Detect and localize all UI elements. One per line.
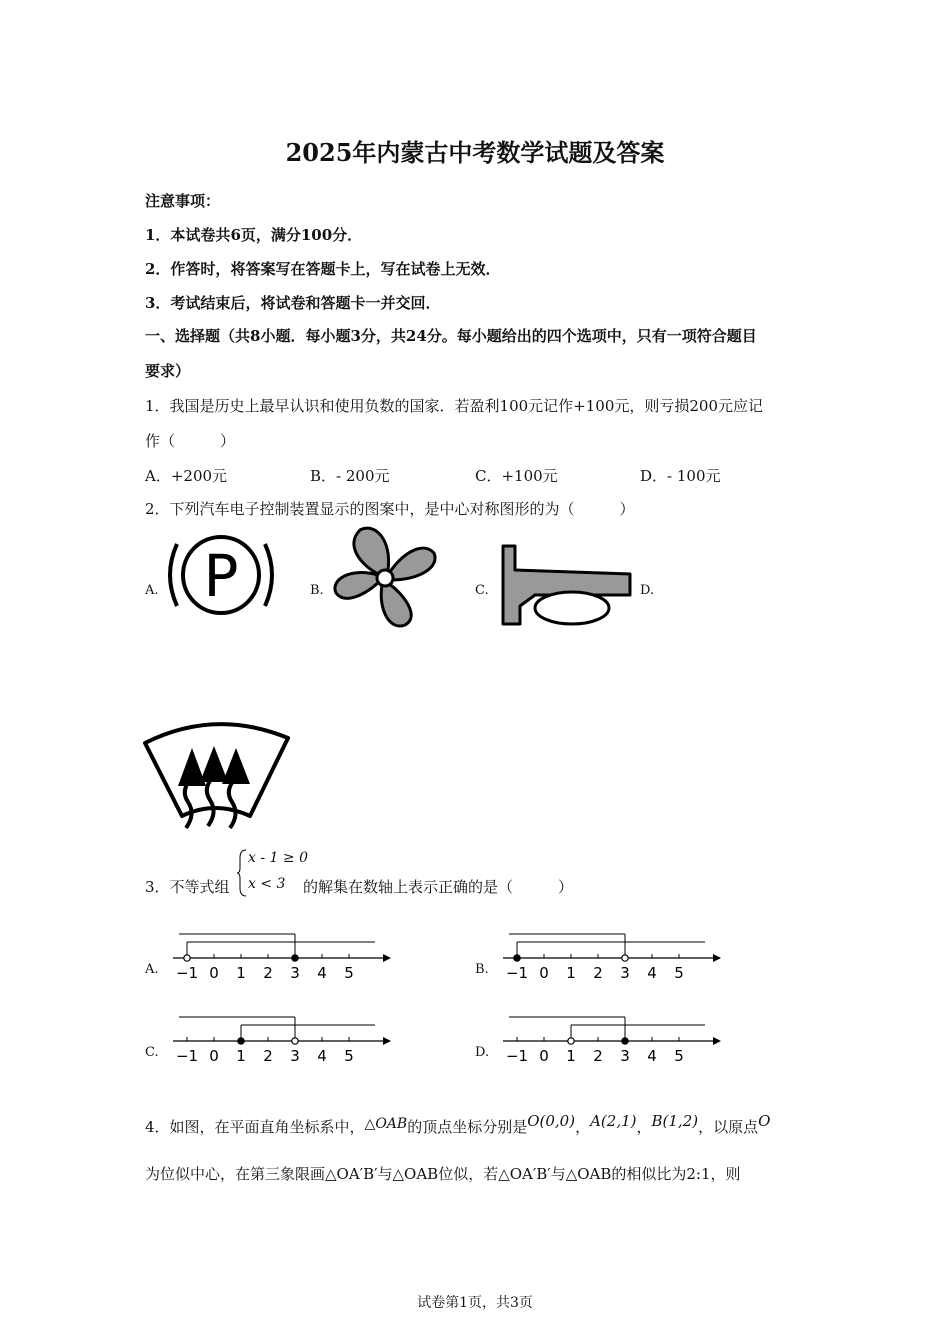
tick-label: 0 <box>209 964 219 982</box>
q2-stem: 2．下列汽车电子控制装置显示的图案中，是中心对称图形的为（ ） <box>145 500 635 518</box>
section-heading-line2: 要求） <box>145 362 191 380</box>
tick-label: 1 <box>566 964 576 982</box>
q4-stem-line1: 4．如图，在平面直角坐标系中，△OAB的顶点坐标分别是O(0,0)，A(2,1)，B(1,2)，以原点O <box>145 1112 771 1136</box>
tick-label: 2 <box>593 1047 603 1065</box>
tick-label: −1 <box>505 1047 529 1065</box>
q4-origin: O <box>758 1112 771 1130</box>
endpoint-right <box>292 1038 298 1044</box>
q4-stem-line2: 为位似中心，在第三象限画△OA′B′与△OAB位似，若△OA′B′与△OAB的相似比为2:1，则 <box>145 1165 741 1183</box>
q3-inequality-2: x < 3 <box>248 876 286 892</box>
tick-label: 5 <box>344 1047 354 1065</box>
axis-arrow <box>383 1037 391 1045</box>
parking-letter: P <box>203 542 239 610</box>
notice-item-1: 1．本试卷共6页，满分100分． <box>145 226 363 244</box>
windshield-defrost-icon <box>140 718 300 836</box>
tick-label: 1 <box>236 1047 246 1065</box>
endpoint-left <box>184 955 190 961</box>
tick-label: 4 <box>317 964 327 982</box>
q4-coord-a: A(2,1) <box>590 1112 637 1130</box>
q4-coord-o: O(0,0) <box>527 1112 576 1130</box>
q2-label-b: B. <box>310 583 324 598</box>
notice-item-3: 3．考试结束后，将试卷和答题卡一并交回． <box>145 294 441 312</box>
q3-label-d: D. <box>475 1045 490 1060</box>
q3-label-c: C. <box>145 1045 159 1060</box>
section-heading-line1: 一、选择题（共8小题．每小题3分，共24分。每小题给出的四个选项中，只有一项符合题目 <box>145 327 757 345</box>
endpoint-left <box>238 1038 244 1044</box>
number-line-a <box>165 925 395 985</box>
tick-label: 1 <box>566 1047 576 1065</box>
tick-label: 3 <box>620 964 630 982</box>
tick-label: 5 <box>674 1047 684 1065</box>
q3-label-b: B. <box>475 962 489 977</box>
q1-stem-line1: 1．我国是历史上最早认识和使用负数的国家．若盈利100元记作+100元，则亏损200元应记 <box>145 397 764 415</box>
axis-arrow <box>383 954 391 962</box>
tick-label: 2 <box>263 964 273 982</box>
q3-inequality-1: x - 1 ≥ 0 <box>248 850 308 866</box>
q4-coord-b: B(1,2) <box>651 1112 699 1130</box>
notice-heading: 注意事项： <box>145 192 221 210</box>
tick-label: 4 <box>317 1047 327 1065</box>
q1-stem-line2: 作（ ） <box>145 432 236 450</box>
q2-label-d: D. <box>640 583 655 598</box>
number-line-d <box>495 1008 735 1068</box>
tick-label: 0 <box>539 1047 549 1065</box>
tick-label: 3 <box>620 1047 630 1065</box>
endpoint-left <box>568 1038 574 1044</box>
q1-option-b: B．- 200元 <box>310 467 390 485</box>
q3-label-a: A. <box>145 962 159 977</box>
fan-icon <box>330 525 440 630</box>
axis-arrow <box>713 1037 721 1045</box>
q4-triangle: △OAB <box>364 1116 408 1132</box>
number-line-c <box>165 1008 395 1068</box>
tick-label: 0 <box>539 964 549 982</box>
parking-brake-icon <box>163 530 278 620</box>
tick-label: 3 <box>290 964 300 982</box>
tick-label: −1 <box>505 964 529 982</box>
endpoint-left <box>514 955 520 961</box>
endpoint-right <box>622 955 628 961</box>
q4-text-b: 的顶点坐标分别是 <box>407 1118 528 1136</box>
tick-label: 5 <box>674 964 684 982</box>
q1-option-d: D．- 100元 <box>640 467 721 485</box>
tick-label: 0 <box>209 1047 219 1065</box>
horn-icon <box>495 540 635 630</box>
tick-label: 1 <box>236 964 246 982</box>
q1-option-a: A．+200元 <box>145 467 228 485</box>
q2-label-c: C. <box>475 583 489 598</box>
tick-label: −1 <box>175 1047 199 1065</box>
q4-text-c: ，以原点 <box>698 1118 759 1136</box>
tick-label: 5 <box>344 964 354 982</box>
tick-label: 4 <box>647 1047 657 1065</box>
q2-label-a: A. <box>145 583 159 598</box>
q4-text-a: 4．如图，在平面直角坐标系中， <box>145 1118 365 1136</box>
page-footer: 试卷第1页，共3页 <box>417 1295 533 1311</box>
tick-label: 2 <box>263 1047 273 1065</box>
endpoint-right <box>622 1038 628 1044</box>
tick-label: −1 <box>175 964 199 982</box>
tick-label: 2 <box>593 964 603 982</box>
q3-prefix: 3．不等式组 <box>145 878 230 896</box>
tick-label: 3 <box>290 1047 300 1065</box>
tick-label: 4 <box>647 964 657 982</box>
number-line-b <box>495 925 725 985</box>
q3-suffix: 的解集在数轴上表示正确的是（ ） <box>303 878 574 896</box>
q1-option-c: C．+100元 <box>475 467 558 485</box>
endpoint-right <box>292 955 298 961</box>
page-title: 2025年内蒙古中考数学试题及答案 <box>285 138 665 167</box>
notice-item-2: 2．作答时，将答案写在答题卡上，写在试卷上无效． <box>145 260 501 278</box>
system-brace <box>237 848 247 898</box>
axis-arrow <box>713 954 721 962</box>
